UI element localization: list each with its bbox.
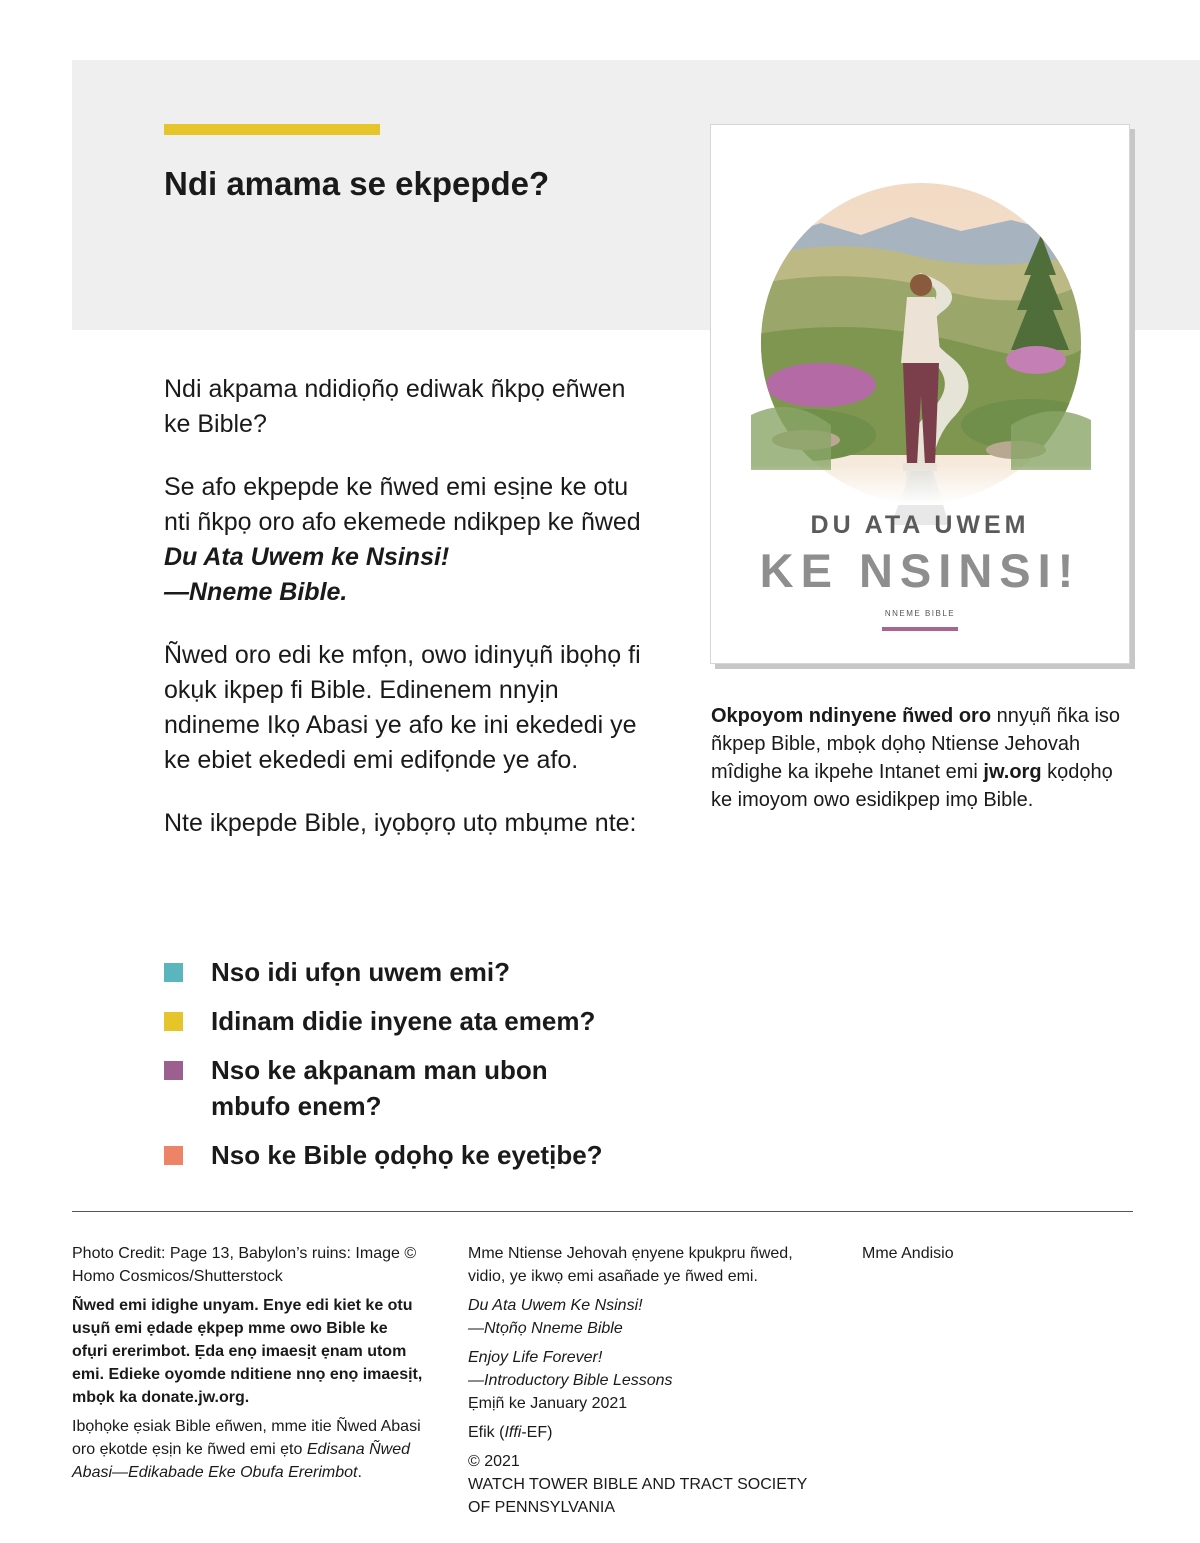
yellow-square-icon (164, 1012, 183, 1031)
language-end: -EF) (521, 1424, 553, 1441)
publisher-label: Mme Andisio (862, 1245, 954, 1262)
english-subtitle: —Introductory Bible Lessons (468, 1372, 673, 1389)
bible-title: Edisana Ñwed Abasi—Edikabade Eke Obufa Ererimbot (72, 1441, 410, 1481)
page-title: Ndi amama se ekpepde? (164, 165, 550, 202)
footer-column-2 (468, 1242, 828, 1525)
offer-lead: Okpoyom ndinyene ñwed oro (711, 705, 992, 727)
question-text: Nso ke akpanam man ubon mbufo enem? (211, 1055, 548, 1121)
intro-paragraph-3: Ñwed oro edi ke mfọn, owo idinyụñ ibọhọ fi okụk ikpep fi Bible. Edinenem nnyịn ndineme Ikọ Abasi ye afo ke ini ekededi ye ke ebiet ekededi emi edifọnde ye afo. (164, 641, 641, 774)
intro-paragraph-1: Ndi akpama ndidiọñọ ediwak ñkpọ eñwen ke Bible? (164, 375, 626, 438)
offer-text (711, 702, 1131, 814)
english-title-block (468, 1346, 828, 1415)
question-list (164, 954, 634, 1186)
offer-end: kọdọhọ ke imoyom owo esidikpep imọ Bible. (711, 761, 1113, 811)
donation-note: Ñwed emi idighe unyam. Enye edi kiet ke otu usụñ emi ẹdade ẹkpep mme owo Bible ke ofụri ererimbot. Ẹda enọ imaesịt ẹnam utom emi. Edieke oyomde nditiene nnọ enọ imaesịt, mbọk ka donate.jw.org. (72, 1297, 423, 1406)
local-title: Du Ata Uwem Ke Nsinsi! (468, 1297, 643, 1314)
purple-square-icon (164, 1061, 183, 1080)
copyright: © 2021 (468, 1453, 520, 1470)
question-text: Nso idi ufọn uwem emi? (211, 957, 511, 987)
cover-subtitle: DU ATA UWEM (810, 511, 1030, 539)
paragraph-2-text: Se afo ekpepde ke ñwed emi esịne ke otu nti ñkpọ oro afo ekemede ndikpep ke ñwed (164, 473, 641, 536)
book-cover (710, 124, 1130, 664)
book-title: Du Ata Uwem ke Nsinsi! (164, 543, 450, 571)
english-title: Enjoy Life Forever! (468, 1349, 603, 1366)
bible-note-text: Ibọhọke ẹsiak Bible eñwen, mme itie Ñwed Abasi oro ẹkotde ẹsịn ke ñwed emi ẹto (72, 1418, 421, 1458)
question-text: Idinam didie inyene ata emem? (211, 1006, 596, 1036)
bible-note-end: . (357, 1464, 362, 1481)
cover-title: KE NSINSI! (759, 544, 1081, 597)
footer-column-1 (72, 1242, 427, 1490)
society-line-1: WATCH TOWER BIBLE AND TRACT SOCIETY (468, 1476, 808, 1493)
printing-date: Ẹmịñ ke January 2021 (468, 1395, 628, 1412)
question-text: Nso ke Bible ọdọhọ ke eyetịbe? (211, 1140, 603, 1170)
bible-note (72, 1415, 427, 1484)
coral-square-icon (164, 1146, 183, 1165)
local-subtitle: —Ntọñọ Nneme Bible (468, 1320, 623, 1337)
intro-text (164, 372, 644, 869)
society-line-2: OF PENNSYLVANIA (468, 1499, 615, 1516)
list-item (164, 1003, 634, 1039)
copyright-block (468, 1450, 828, 1519)
photo-credit: Photo Credit: Page 13, Babylon’s ruins: Image © Homo Cosmicos/Shutterstock (72, 1245, 417, 1285)
accent-bar (164, 124, 380, 135)
list-item (164, 1137, 634, 1173)
divider (72, 1211, 1133, 1212)
offer-body: nnyụñ ñka iso ñkpep Bible, mbọk dọhọ Ntiense Jehovah mîdighe ka ikpehe Intanet emi (711, 705, 1121, 783)
language-start: Efik ( (468, 1424, 505, 1441)
language-line (468, 1421, 828, 1444)
intro-paragraph-4: Nte ikpepde Bible, iyọbọrọ utọ mbụme nte: (164, 809, 637, 837)
language-code: Iffi (504, 1424, 522, 1441)
list-item (164, 1052, 634, 1124)
footer-column-3 (862, 1242, 1062, 1271)
publisher-note: Mme Ntiense Jehovah ẹnyene kpukpru ñwed, vidio, ye ikwọ emi asañade ye ñwed emi. (468, 1245, 793, 1285)
book-subtitle: —Nneme Bible. (164, 578, 348, 606)
cover-series-label: NNEME BIBLE (884, 609, 956, 618)
cover-accent-line (882, 627, 958, 631)
teal-square-icon (164, 963, 183, 982)
local-title-block (468, 1294, 828, 1340)
website-link[interactable]: jw.org (983, 761, 1042, 783)
list-item (164, 954, 634, 990)
intro-paragraph-2 (164, 470, 644, 610)
